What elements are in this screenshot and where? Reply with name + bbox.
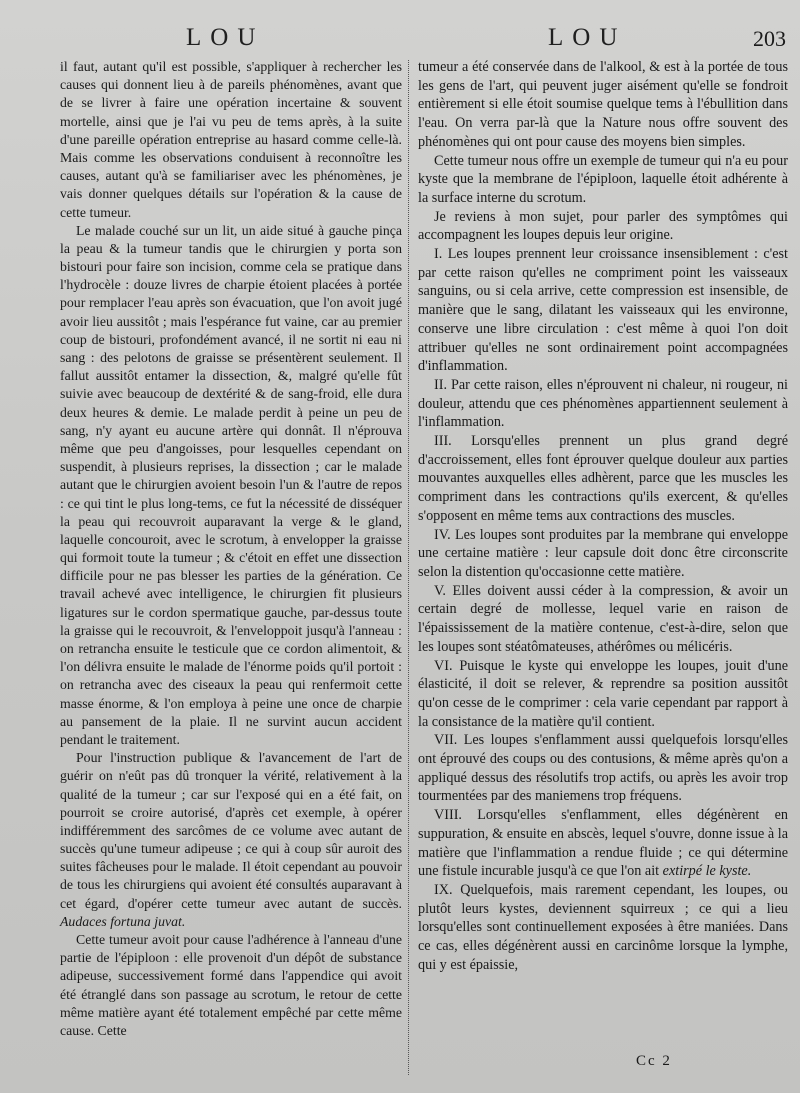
right-column [418,58,788,974]
paragraph: Cette tumeur avoit pour cause l'adhérence à l'anneau d'une partie de l'épiploon : elle provenoit d'un dépôt de substance adipeuse, successivement formé dans l'appendice qui avoit été étranglé dans son passage au scrotum, le retour de cette même matière ayant été totalement empêché par cette même cause. Cette [60,932,402,1038]
left-column [60,58,402,1040]
signature-mark: Cc 2 [636,1053,672,1069]
paragraph: III. Lorsqu'elles prennent un plus grand degré d'accroissement, elles font éprouver quelque douleur aux parties mouvantes auxquelles elles adhèrent, parce que les muscles les compriment dans les contractions qu'ils exercent, & qu'elles s'opposent en même tems aux contractions des muscles. [418,433,788,524]
italic-phrase: extirpé le kyste. [662,863,752,880]
paragraph: II. Par cette raison, elles n'éprouvent ni chaleur, ni rougeur, ni douleur, attendu que ces phénomènes appartiennent seulement à l'inflammation. [418,376,788,431]
paragraph: I. Les loupes prennent leur croissance insensiblement : c'est par cette raison qu'elles ne compriment point les vaisseaux sanguins, ou si cela arrive, cette compression est insensible, de manière que le sang, dilatant les vaisseaux qui les environne, conserve une libre circulation : c'est même à quoi l'on doit attribuer qu'elles ne sont ordinairement point accompagnées d'inflammation. [418,246,788,375]
paragraph: VI. Puisque le kyste qui enveloppe les loupes, jouit d'une élasticité, il doit se relever, & reprendre sa position aussitôt qu'on cesse de le comprimer : cela varie cependant par rapport à la consistance de la matière qu'il contient. [418,657,788,730]
paragraph: Cette tumeur nous offre un exemple de tumeur qui n'a eu pour kyste que la membrane de l'épiploon, laquelle étoit adhérente à la surface interne du scrotum. [418,152,788,206]
paragraph: IV. Les loupes sont produites par la membrane qui enveloppe une certaine matière : leur capsule doit donc être circonscrite selon la distention qu'occasionne cette matière. [418,526,788,580]
paragraph: VII. Les loupes s'enflamment aussi quelquefois lorsqu'elles ont éprouvé des coups ou des contusions, & même après qu'on a appliqué dessus des résolutifs trop actifs, ou après les avoir trop tourmentées par des maniemens trop fréquens. [418,732,788,805]
paragraph: il faut, autant qu'il est possible, s'appliquer à rechercher les causes qui donnent lieu à de pareils phénomènes, avant que de se livrer à faire une opération incertaine & souvent mortelle, ainsi que je l'ai vu peu de tems après, à la suite d'une pareille opération entreprise au hasard comme celle-là. Mais comme les observations conduisent à reconnoître les causes, autant qu'à se familiariser avec les phénomènes, je vais donner quelques détails sur l'opération & la cause de cette tumeur. [60,59,402,220]
paragraph-text: VIII. Lorsqu'elles s'enflamment, elles dégénèrent en suppuration, & ensuite en abscès, lequel s'ouvre, donne issue à la matière que l'inflammation a rendue fluide ; ce qui détermine une fistule incurable jusqu'à ce que l'on ait [418,807,788,880]
running-head-right: LOU [548,24,627,51]
running-head-left: LOU [186,24,265,51]
paragraph: V. Elles doivent aussi céder à la compression, & avoir un certain degré de mollesse, lequel varie en raison de l'épaississement de la matière contenue, c'est-à-dire, selon que les loupes sont stéatômateuses, athérômes ou mélicéris. [418,582,788,655]
page-number: 203 [753,26,786,51]
paragraph: Le malade couché sur un lit, un aide situé à gauche pinça la peau & la tumeur tandis que le chirurgien y porta son bistouri pour faire son incision, comme cela se pratique dans l'hydrocèle : douze livres de charpie étoient placées à portée pour remplacer l'eau après son évacuation, que l'on avoit jugé avoir lieu aussitôt ; mais l'espérance fut vaine, car au premier coup de bistouri, profondément avancé, il ne sortit ni eau ni sang : des pelotons de graisse se présentèrent seulement. Il fallut aussitôt entamer la dissection, &, malgré qu'elle fût suivie avec beaucoup de dextérité & de sang-froid, elle dura deux heures & demie. Le malade perdit à peine un peu de sang, n'y ayant eu aucune artère qui donnât. Il n'éprouva même que peu d'angoisses, pour lesquelles cependant on suspendit, à plusieurs reprises, la dissection ; car le malade autant que le chirurgien avoient besoin l'un & l'autre de repos : ce qui tint le plus long-tems, ce fut la nécessité de disséquer la peau qui recouvroit auparavant la verge & le gland, laquelle concouroit, avec le scrotum, à envelopper la graisse qui formoit toute la tumeur ; & c'étoit en effet une dissection difficile pour ne pas blesser les parties de la génération. Ce travail achevé avec intelligence, le chirurgien fit plusieurs ligatures sur le cordon spermatique gauche, par-dessus toute la graisse qui le recouvroit, & l'enveloppoit jusqu'à l'anneau : on retrancha ensuite le testicule que ce cordon alimentoit, & l'on délivra ensuite le malade de l'énorme poids qu'il portoit : on retrancha avec des ciseaux la peau qui renfermoit cette masse énorme, & l'on employa à peine une once de charpie au pansement de la plaie. Il ne survint aucun accident pendant le traitement. [60,222,402,747]
column-divider [408,60,410,1075]
paragraph [418,806,788,881]
paragraph: tumeur a été conservée dans de l'alkool, & est à la portée de tous les gens de l'art, qui peuvent juger aisément qu'elle se fondroit entièrement si elle étoit soumise quelque tems à l'ébullition dans l'eau. On verra par-là que la Nature nous offre souvent des phénomènes qui ont pour cause des moyens bien simples. [418,59,788,150]
paragraph: Je reviens à mon sujet, pour parler des symptômes qui accompagnent les loupes depuis leur origine. [418,208,788,244]
paragraph [60,749,402,931]
paragraph: IX. Quelquefois, mais rarement cependant, les loupes, ou plutôt leurs kystes, deviennent squirreux ; ce qui a lieu lorsqu'elles sont continuellement exposées à être maniées. Dans ce cas, elles dégénèrent aussi en carcinôme lorsque la lymphe, qui y est épaissie, [418,881,788,973]
latin-quote: Audaces fortuna juvat. [60,913,186,929]
paragraph-text: Pour l'instruction publique & l'avancement de l'art de guérir on n'eût pas dû tronquer la vérité, relativement à la qualité de la tumeur ; car sur l'exposé qui en a été fait, on pourroit se croire autorisé, d'après cet exemple, à opérer indifféremment des sarcômes de ce volume avec autant de succès qu'une tumeur adipeuse ; ce qui à coup sûr auroit des suites fâcheuses pour le malade. Il étoit cependant au pouvoir de tous les chirurgiens qui avoient été consultés auparavant à cet égard, d'opérer cette tumeur avec autant de succès. [60,750,402,911]
